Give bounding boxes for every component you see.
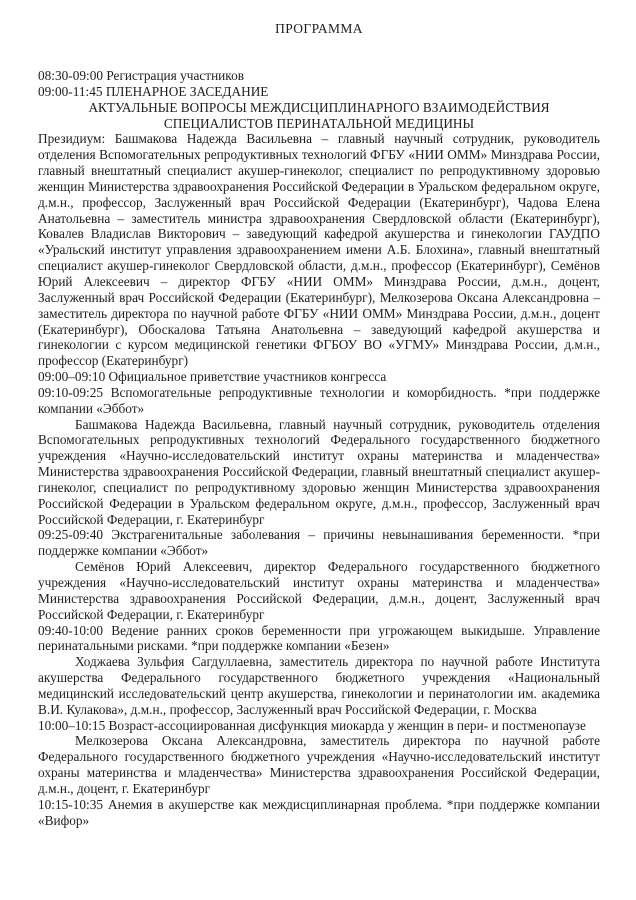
- program-block-center: СПЕЦИАЛИСТОВ ПЕРИНАТАЛЬНОЙ МЕДИЦИНЫ: [163, 115, 475, 131]
- program-block-entry: 10:15-10:35 Анемия в акушерстве как междисциплинарная проблема. *при поддержке компании «Вифор»: [38, 796, 600, 828]
- program-block-speaker: Башмакова Надежда Васильевна, главный научный сотрудник, руководитель отделения Вспомогательных репродуктивных технологий Федерального государственного бюджетного учреждения «Научно-исследовательский институт охраны материнства и младенчества» Министерства здравоохранения Российской Федерации, главный внештатный специалист акушер-гинеколог, специалист по репродуктивному здоровью женщин Министерства здравоохранения Российской Федерации в Уральском федеральном округе, д.м.н., профессор, Заслуженный врач Российской Федерации, г. Екатеринбург: [38, 416, 600, 527]
- program-block-speaker: Мелкозерова Оксана Александровна, заместитель директора по научной работе Федерального государственного бюджетного учреждения «Научно-исследовательский институт охраны материнства и младенчества» Министерства здравоохранения Российской Федерации, д.м.н., доцент, г. Екатеринбург: [38, 733, 600, 796]
- program-block-entry: Президиум: Башмакова Надежда Васильевна – главный научный сотрудник, руководитель отделения Вспомогательных репродуктивных технологий ФГБУ «НИИ ОММ» Минздрава России, главный внештатный специалист акушер-гинеколог, специалист по репродуктивному здоровью женщин Министерства здравоохранения Российской Федерации в Уральском федеральном округе, д.м.н., профессор, Заслуженный врач Российской Федерации (Екатеринбург), Чадова Елена Анатольевна – заместитель министра здравоохранения Свердловской области (Екатеринбург), Ковалев Владислав Викторович – заведующий кафедрой акушерства и гинекологии ГАУДПО «Уральский институт управления здравоохранением имени А.Б. Блохина», главный внештатный специалист акушер-гинеколог Свердловской области, д.м.н., профессор (Екатеринбург), Семёнов Юрий Алексеевич – директор ФГБУ «НИИ ОММ» Минздрава России, д.м.н., доцент, Заслуженный врач Российской Федерации (Екатеринбург), Мелкозерова Оксана Александровна – заместитель директора по научной работе ФГБУ «НИИ ОММ» Минздрава России, д.м.н., доцент (Екатеринбург), Обоскалова Татьяна Анатольевна – заведующий кафедрой акушерства и гинекологии с курсом медицинской генетики ФГБОУ ВО «УГМУ» Минздрава России, д.м.н., профессор (Екатеринбург): [38, 131, 600, 369]
- program-block-entry: 10:00–10:15 Возраст-ассоциированная дисфункция миокарда у женщин в пери- и постменопаузе: [38, 717, 586, 733]
- program-body: [38, 68, 600, 829]
- document-title: ПРОГРАММА: [275, 21, 363, 36]
- program-block-center: АКТУАЛЬНЫЕ ВОПРОСЫ МЕЖДИСЦИПЛИНАРНОГО ВЗАИМОДЕЙСТВИЯ: [88, 99, 550, 115]
- program-block-speaker: Ходжаева Зульфия Сагдуллаевна, заместитель директора по научной работе Института акушерства Федерального государственного бюджетного учреждения «Национальный медицинский исследовательский центр акушерства, гинекологии и перинатологии им. академика В.И. Кулакова», д.м.н., профессор, Заслуженный врач Российской Федерации, г. Москва: [38, 654, 600, 717]
- program-block-entry: 09:10-09:25 Вспомогательные репродуктивные технологии и коморбидность. *при поддержке компании «Эббот»: [38, 384, 600, 416]
- program-block-entry: 09:00–09:10 Официальное приветствие участников конгресса: [38, 369, 387, 385]
- program-block-entry: 09:40-10:00 Ведение ранних сроков беременности при угрожающем выкидыше. Управление перинатальными рисками. *при поддержке компании «Безен»: [38, 622, 600, 654]
- program-block-entry: 08:30-09:00 Регистрация участников: [38, 68, 245, 83]
- program-block-entry: 09:25-09:40 Экстрагенитальные заболевания – причины невынашивания беременности. *при поддержке компании «Эббот»: [38, 527, 600, 559]
- program-block-entry: 09:00-11:45 ПЛЕНАРНОЕ ЗАСЕДАНИЕ: [38, 83, 269, 99]
- program-block-speaker: Семёнов Юрий Алексеевич, директор Федерального государственного бюджетного учреждения «Научно-исследовательский институт охраны материнства и младенчества» Министерства здравоохранения Российской Федерации, д.м.н., доцент, Заслуженный врач Российской Федерации, г. Екатеринбург: [38, 559, 600, 622]
